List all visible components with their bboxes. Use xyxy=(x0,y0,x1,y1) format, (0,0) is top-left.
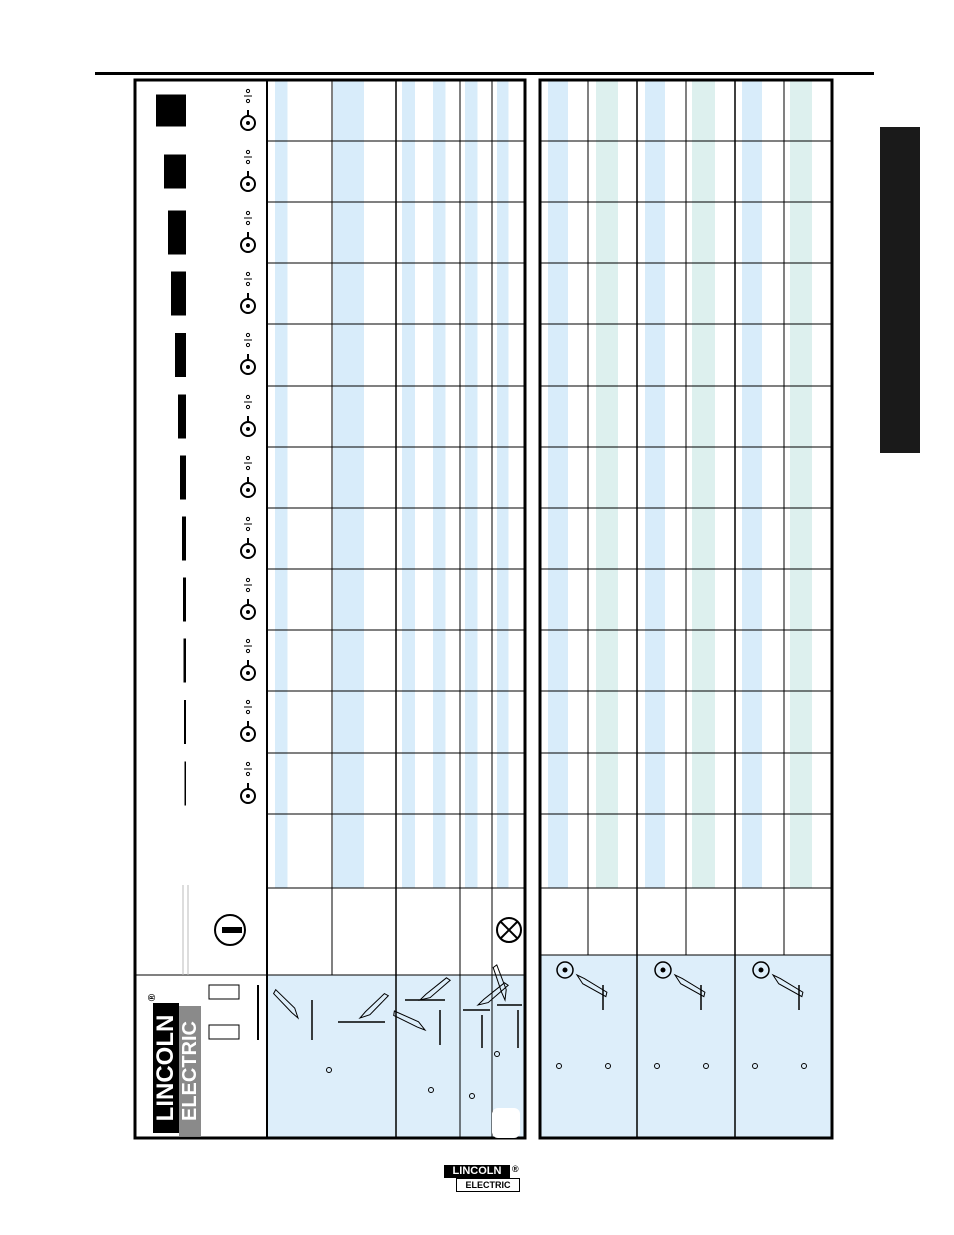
thickness-bar-icon xyxy=(178,395,186,439)
fraction-dot-bottom xyxy=(246,588,249,591)
dial-center xyxy=(246,121,250,125)
fraction-dot-bottom xyxy=(246,282,249,285)
footer-logo-sub: ELECTRIC xyxy=(456,1178,520,1192)
fraction-dot-bottom xyxy=(246,405,249,408)
stripe-right-5 xyxy=(790,80,812,888)
fraction-dot-bottom xyxy=(246,710,249,713)
fraction-dot-bottom xyxy=(246,221,249,224)
fraction-dot-top xyxy=(246,700,249,703)
thickness-bar-icon xyxy=(183,578,186,622)
fraction-dot-top xyxy=(246,395,249,398)
dial-center xyxy=(246,243,250,247)
fraction-dot-top xyxy=(246,333,249,336)
fraction-dot-bottom xyxy=(246,649,249,652)
stripe-right-0 xyxy=(548,80,568,888)
fraction-dot-bottom xyxy=(246,527,249,530)
dial-center xyxy=(246,182,250,186)
thickness-bar-icon xyxy=(175,333,186,377)
thickness-bar-icon xyxy=(164,155,186,189)
fraction-dot-top xyxy=(246,211,249,214)
stripe-left-2 xyxy=(402,80,415,888)
brand-logo xyxy=(143,993,201,1130)
stripe-left-1 xyxy=(333,80,364,888)
stripe-left-4 xyxy=(465,80,478,888)
thickness-bar-icon xyxy=(171,272,186,316)
fraction-dot-bottom xyxy=(246,160,249,163)
stripe-right-2 xyxy=(645,80,665,888)
stripe-right-1 xyxy=(596,80,618,888)
brand-logo-main: LINCOLN xyxy=(153,1003,179,1133)
wire-spool-hub xyxy=(759,968,764,973)
thickness-bar-icon xyxy=(185,762,187,806)
fraction-dot-bottom xyxy=(246,772,249,775)
dial-center xyxy=(246,732,250,736)
fraction-dot-top xyxy=(246,456,249,459)
dial-center xyxy=(246,427,250,431)
electrode-icon-bar xyxy=(222,927,242,933)
stripe-left-3 xyxy=(433,80,446,888)
stripe-right-4 xyxy=(742,80,762,888)
fraction-dot-bottom xyxy=(246,343,249,346)
registered-mark: ® xyxy=(147,993,159,1002)
thickness-bar-icon xyxy=(180,456,186,500)
fraction-dot-top xyxy=(246,578,249,581)
brand-logo-sub: ELECTRIC xyxy=(179,1006,201,1136)
fraction-dot-top xyxy=(246,150,249,153)
fraction-dot-bottom xyxy=(246,99,249,102)
footer-registered-mark: ® xyxy=(512,1164,519,1174)
thickness-bar-icon xyxy=(156,95,186,127)
dial-center xyxy=(246,304,250,308)
footer-logo xyxy=(444,1165,524,1191)
dial-center xyxy=(246,488,250,492)
fraction-dot-top xyxy=(246,639,249,642)
fraction-dot-top xyxy=(246,272,249,275)
fraction-dot-top xyxy=(246,517,249,520)
thickness-bar-icon xyxy=(184,700,186,744)
wire-spool-hub xyxy=(563,968,568,973)
nozzle-icon-2 xyxy=(209,1025,239,1039)
stripe-left-0 xyxy=(275,80,288,888)
stripe-left-5 xyxy=(497,80,509,888)
thickness-bar-icon xyxy=(168,211,186,255)
thickness-bar-icon xyxy=(184,639,187,683)
footer-logo-main: LINCOLN xyxy=(444,1165,510,1178)
dial-center xyxy=(246,365,250,369)
right-bottom-panel xyxy=(540,955,832,1138)
stripe-right-3 xyxy=(692,80,715,888)
fraction-dot-bottom xyxy=(246,466,249,469)
thickness-bar-icon xyxy=(182,517,186,561)
dial-center xyxy=(246,549,250,553)
nozzle-icon-1 xyxy=(209,985,239,999)
fraction-dot-top xyxy=(246,89,249,92)
wire-spool-hub xyxy=(661,968,666,973)
left-bottom-tab xyxy=(492,1108,520,1138)
fraction-dot-top xyxy=(246,762,249,765)
dial-center xyxy=(246,671,250,675)
dial-center xyxy=(246,794,250,798)
dial-center xyxy=(246,610,250,614)
